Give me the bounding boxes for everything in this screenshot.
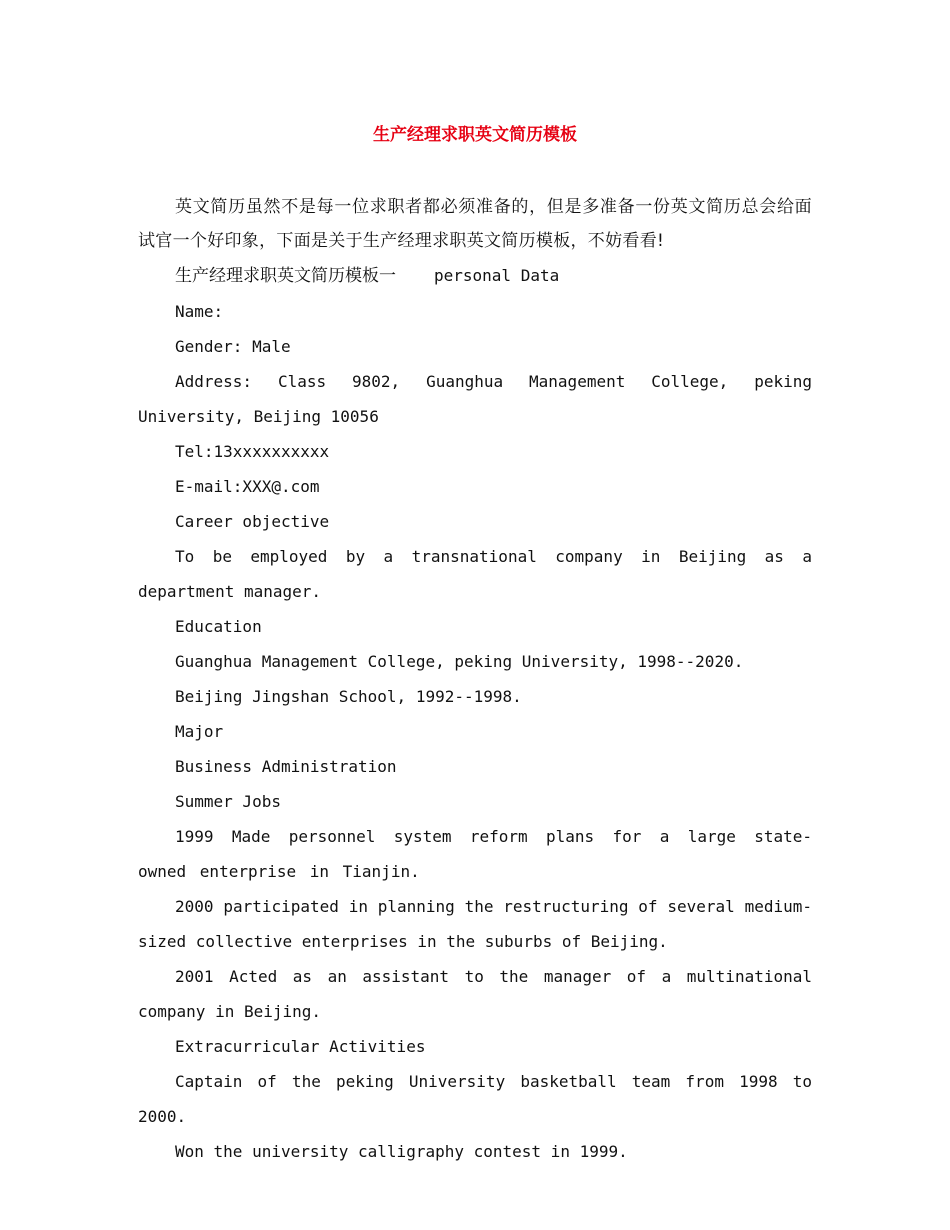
education-heading: Education — [175, 617, 262, 636]
address-line: Address: Class 9802, Guanghua Management College, peking University, Beijing 10056 — [138, 372, 812, 426]
summer-jobs-heading: Summer Jobs — [175, 792, 281, 811]
document-body — [138, 190, 812, 1169]
document-title: 生产经理求职英文简历模板 — [373, 125, 577, 145]
name-line: Name: — [175, 302, 224, 321]
personal-data-heading: personal Data — [434, 266, 560, 285]
activity-item: Won the university calligraphy contest in 1999. — [175, 1142, 628, 1161]
major-heading: Major — [175, 722, 224, 741]
activity-item: Captain of the peking University basketball team from 1998 to 2000. — [138, 1072, 812, 1126]
tel-line: Tel:13xxxxxxxxxx — [175, 442, 330, 461]
activities-heading: Extracurricular Activities — [175, 1037, 426, 1056]
template-heading-line — [138, 258, 812, 294]
summer-job-item: 2001 Acted as an assistant to the manager of a multinational company in Beijing. — [138, 967, 812, 1021]
gender-line: Gender: Male — [175, 337, 291, 356]
intro-paragraph: 英文简历虽然不是每一位求职者都必须准备的，但是多准备一份英文简历总会给面试官一个好印象，下面是关于生产经理求职英文简历模板，不妨看看! — [138, 197, 812, 251]
education-item: Beijing Jingshan School, 1992--1998. — [175, 687, 522, 706]
career-heading: Career objective — [175, 512, 330, 531]
career-text: To be employed by a transnational company in Beijing as a department manager. — [138, 547, 812, 601]
summer-job-item: 1999 Made personnel system reform plans for a large state-owned enterprise in Tianjin. — [138, 827, 812, 881]
summer-job-item: 2000 participated in planning the restructuring of several medium-sized collective enterprises in the suburbs of Beijing. — [138, 897, 812, 951]
education-item: Guanghua Management College, peking University, 1998--2020. — [175, 652, 744, 671]
major-text: Business Administration — [175, 757, 397, 776]
template-label: 生产经理求职英文简历模板一 — [175, 266, 396, 286]
email-line: E-mail:XXX@.com — [175, 477, 320, 496]
